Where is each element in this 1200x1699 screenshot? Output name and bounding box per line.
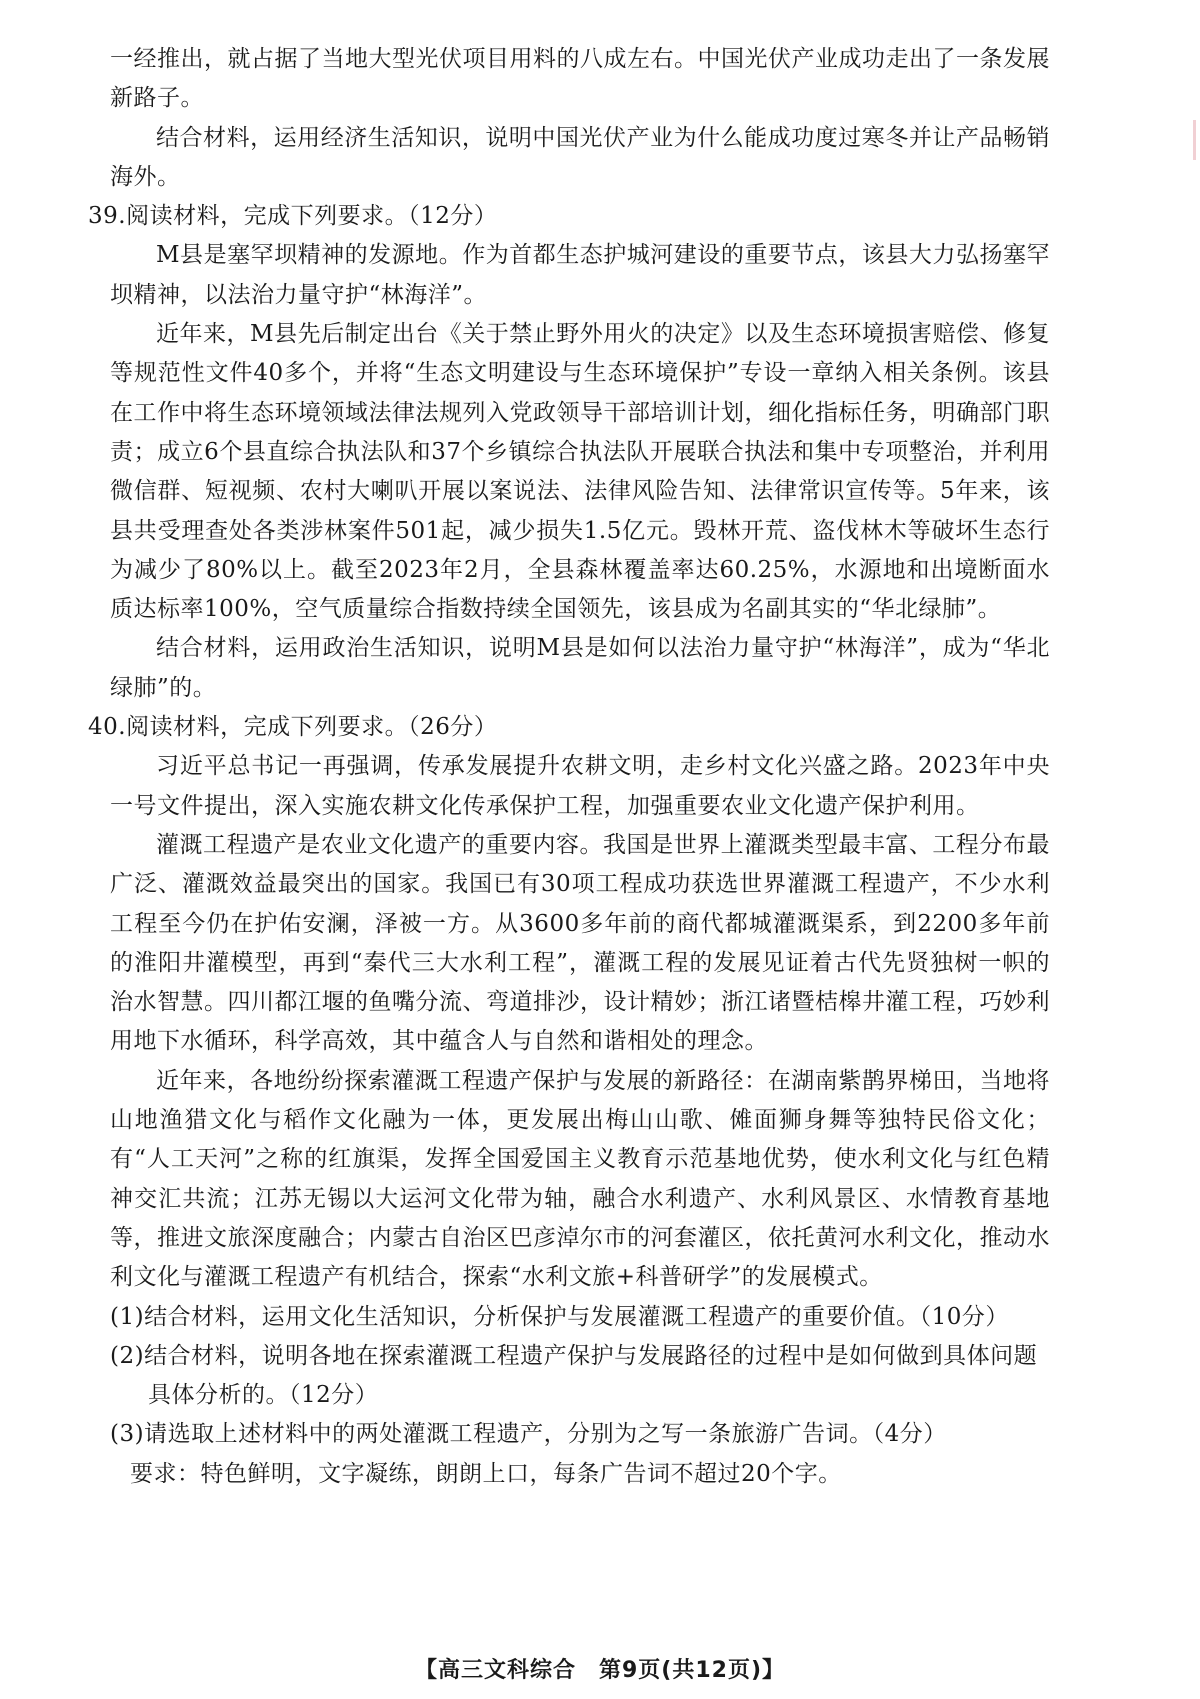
q39-material-paragraph-1: M县是塞罕坝精神的发源地。作为首都生态护城河建设的重要节点，该县大力弘扬塞罕坝精神，以法治力量守护“林海洋”。 bbox=[110, 242, 1050, 308]
scan-edge-mark bbox=[1193, 120, 1196, 160]
page-content bbox=[88, 40, 1050, 1494]
q40-subquestion-2-continued: 具体分析的。（12分） bbox=[148, 1382, 379, 1409]
q39-material-paragraph-2: 近年来，M县先后制定出台《关于禁止野外用火的决定》以及生态环境损害赔偿、修复等规范性文件40多个，并将“生态文明建设与生态环境保护”专设一章纳入相关条例。该县在工作中将生态环境领域法律法规列入党政领导干部培训计划，细化指标任务，明确部门职责；成立6个县直综合执法队和37个乡镇综合执法队开展联合执法和集中专项整治，并利用微信群、短视频、农村大喇叭开展以案说法、法律风险告知、法律常识宣传等。5年来，该县共受理查处各类涉林案件501起，减少损失1.5亿元。毁林开荒、盗伐林木等破坏生态行为减少了80%以上。截至2023年2月，全县森林覆盖率达60.25%，水源地和出境断面水质达标率100%，空气质量综合指数持续全国领先，该县成为名副其实的“华北绿肺”。 bbox=[110, 321, 1050, 623]
q40-subquestion-1: (1)结合材料，运用文化生活知识，分析保护与发展灌溉工程遗产的重要价值。（10分） bbox=[110, 1303, 1009, 1330]
q40-subquestion-2: (2)结合材料，说明各地在探索灌溉工程遗产保护与发展路径的过程中是如何做到具体问题 bbox=[110, 1342, 1038, 1369]
q40-material-paragraph-1: 习近平总书记一再强调，传承发展提升农耕文明，走乡村文化兴盛之路。2023年中央一号文件提出，深入实施农耕文化传承保护工程，加强重要农业文化遗产保护利用。 bbox=[110, 753, 1050, 819]
q40-subquestion-3: (3)请选取上述材料中的两处灌溉工程遗产，分别为之写一条旅游广告词。（4分） bbox=[110, 1421, 947, 1448]
continuation-paragraph: 一经推出，就占据了当地大型光伏项目用料的八成左右。中国光伏产业成功走出了一条发展新路子。 bbox=[110, 46, 1050, 112]
q40-material-paragraph-3: 近年来，各地纷纷探索灌溉工程遗产保护与发展的新路径：在湖南紫鹊界梯田，当地将山地渔猎文化与稻作文化融为一体，更发展出梅山山歌、傩面狮身舞等独特民俗文化；有“人工天河”之称的红旗渠，发挥全国爱国主义教育示范基地优势，使水利文化与红色精神交汇共流；江苏无锡以大运河文化带为轴，融合水利遗产、水利风景区、水情教育基地等，推进文旅深度融合；内蒙古自治区巴彦淖尔市的河套灌区，依托黄河水利文化，推动水利文化与灌溉工程遗产有机结合，探索“水利文旅+科普研学”的发展模式。 bbox=[110, 1067, 1050, 1291]
q40-heading: 40.阅读材料，完成下列要求。（26分） bbox=[88, 714, 498, 741]
q39-prompt: 结合材料，运用政治生活知识，说明M县是如何以法治力量守护“林海洋”，成为“华北绿肺”的。 bbox=[110, 635, 1050, 701]
q40-material-paragraph-2: 灌溉工程遗产是农业文化遗产的重要内容。我国是世界上灌溉类型最丰富、工程分布最广泛、灌溉效益最突出的国家。我国已有30项工程成功获选世界灌溉工程遗产，不少水利工程至今仍在护佑安澜，泽被一方。从3600多年前的商代都城灌溉渠系，到2200多年前的淮阳井灌模型，再到“秦代三大水利工程”，灌溉工程的发展见证着古代先贤独树一帜的治水智慧。四川都江堰的鱼嘴分流、弯道排沙，设计精妙；浙江诸暨桔槔井灌工程，巧妙利用地下水循环，科学高效，其中蕴含人与自然和谐相处的理念。 bbox=[110, 831, 1050, 1055]
q40-requirement: 要求：特色鲜明，文字凝练，朗朗上口，每条广告词不超过20个字。 bbox=[130, 1460, 842, 1487]
page-footer: 【高三文科综合 第9页(共12页)】 bbox=[414, 1658, 786, 1683]
q39-heading: 39.阅读材料，完成下列要求。（12分） bbox=[88, 203, 498, 230]
q38-prompt: 结合材料，运用经济生活知识，说明中国光伏产业为什么能成功度过寒冬并让产品畅销海外。 bbox=[110, 124, 1050, 190]
